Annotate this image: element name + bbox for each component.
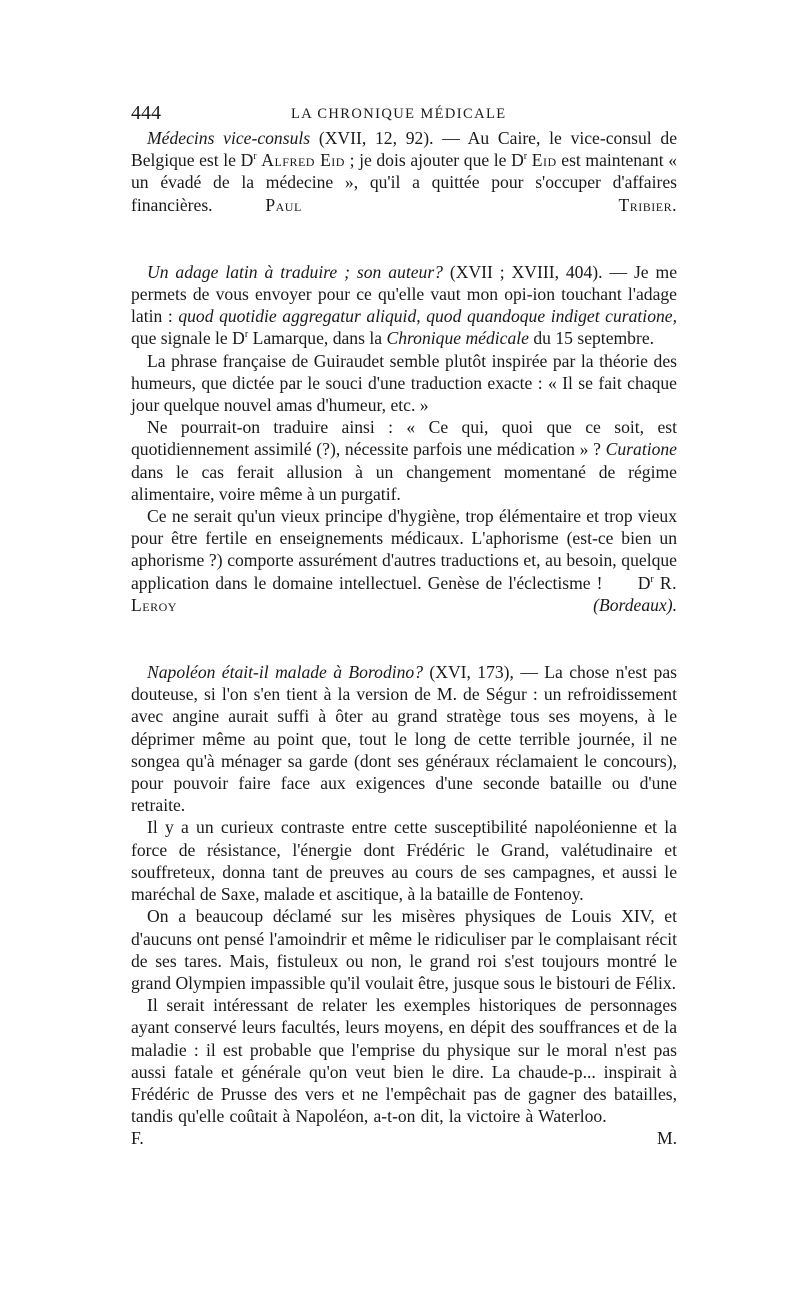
running-title: LA CHRONIQUE MÉDICALE xyxy=(291,106,507,122)
article-medecins-vice-consuls xyxy=(131,127,677,216)
signature: F. M. xyxy=(131,1128,677,1149)
paragraph: Napoléon était-il malade à Borodino? (XVI, 173), — La chose n'est pas douteuse, si l'on s'en tient à la version de M. de Ségur : un refroidissement avec angine aurait suffi à ôter au grand stratège tous ses moyens, à le déprimer même au point que, tout le long de cette terrible journée, il ne songea qu'à ménager sa garde (dont ses généraux réclamaient le concours), pour pouvoir faire face aux exigences d'une seconde bataille ou d'une retraite. xyxy=(131,662,677,816)
person-name: Eid xyxy=(531,150,557,171)
paragraph: La phrase française de Guiraudet semble plutôt inspirée par la théorie des humeurs, que dictée par le souci d'une traduction exacte : « Il se fait chaque jour quelque nouvel amas d'humeur, etc. » xyxy=(131,350,677,416)
signature: Paul Tribier. xyxy=(265,194,677,215)
paragraph: On a beaucoup déclamé sur les misères physiques de Louis XIV, et d'aucuns ont pensé l'amoindrir et même le ridiculiser par le complaisant récit de ses tares. Mais, fistuleux ou non, le grand roi s'est toujours montré le grand Olympien impassible qu'il voulait être, jusque sous le bistouri de Félix. xyxy=(131,906,677,993)
article-title: Médecins vice-consuls xyxy=(147,128,311,148)
article-title: Napoléon était-il malade à Borodino? xyxy=(147,662,424,683)
paragraph: Un adage latin à traduire ; son auteur? (XVII ; XVIII, 404). — Je me permets de vous envoyer pour ce qu'elle vaut mon opi-ion touchant l'adage latin : quod quotidie aggregatur aliquid, quod quandoque indiget curatione, que signale le $D^r$ Lamarque, dans la Chronique médicale du 15 septembre. xyxy=(131,261,678,349)
article-reference: (XVII ; XVIII, 404). xyxy=(449,261,603,282)
latin-quote: quod quotidie aggregatur aliquid, quod quandoque indiget curatione, xyxy=(178,306,677,327)
article-reference: (XVI, 173), xyxy=(429,662,514,683)
signature: $D^r$ R. Leroy (Bordeaux). xyxy=(131,572,677,615)
article-adage-latin xyxy=(131,261,677,616)
person-name: Alfred Eid xyxy=(261,150,345,171)
latin-word: Curatione xyxy=(605,439,677,460)
article-reference: (XVII, 12, 92). xyxy=(318,128,434,148)
paragraph: Il serait intéressant de relater les exemples historiques de personnages ayant conservé leurs facultés, leurs moyens, en dépit des souffrances et de la maladie : il est probable que l'emprise du physique sur le moral n'est pas aussi fatale et générale qu'on veut bien le dire. La chaude-p... inspirait à Frédéric de Prusse des vers et ne l'empêchait pas de gagner des batailles, tandis qu'elle coûtait à Napoléon, a-t-on dit, la victoire à Waterloo. F. M. xyxy=(131,995,677,1149)
paragraph: Ce ne serait qu'un vieux principe d'hygiène, trop élémentaire et trop vieux pour être fertile en enseignements médicaux. L'aphorisme (est-ce bien un aphorisme ?) comporte assurément d'autres traductions et, au besoin, quelque application dans le domaine intellectuel. Genèse de l'éclectisme ! $D^r$ R. Leroy (Bordeaux). xyxy=(131,506,677,615)
journal-title: Chronique médicale xyxy=(386,328,529,349)
paragraph: Ne pourrait-on traduire ainsi : « Ce qui, quoi que ce soit, est quotidiennement assimilé (?), nécessite parfois une médication » ? Curatione dans le cas ferait allusion à un changement momentané de régime alimentaire, voire même à un purgatif. xyxy=(131,417,677,504)
page-content xyxy=(131,127,677,1150)
page-number: 444 xyxy=(131,102,161,124)
article-napoleon-borodino xyxy=(131,661,677,1149)
paragraph: Médecins vice-consuls (XVII, 12, 92). — Au Caire, le vice-consul de Belgique est le $D^r$ Alfred Eid ; je dois ajouter que le $D^r$ Eid est maintenant « un évadé de la médecine », qu'il a quittée pour s'occuper d'affaires financières. Paul Tribier. xyxy=(131,128,678,215)
paragraph: Il y a un curieux contraste entre cette susceptibilité napoléonienne et la force de résistance, l'énergie dont Frédéric le Grand, valétudinaire et souffreteux, donna tant de preuves au cours de ses campagnes, et aussi le maréchal de Saxe, malade et ascitique, à la bataille de Fontenoy. xyxy=(131,817,677,905)
article-title: Un adage latin à traduire ; son auteur? xyxy=(147,261,443,282)
